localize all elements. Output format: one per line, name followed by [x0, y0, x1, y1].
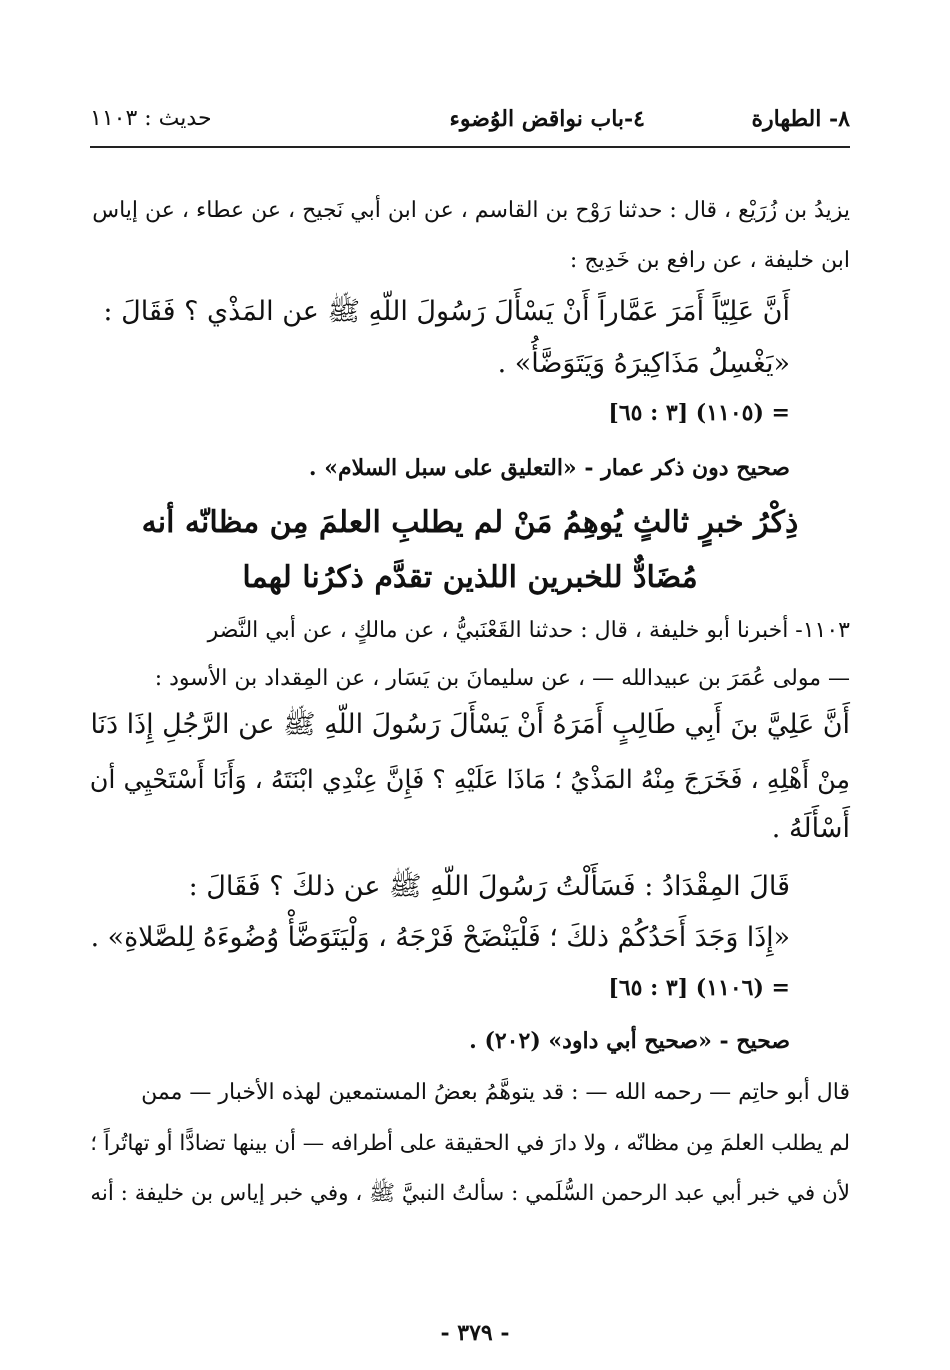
commentary-line: قال أبو حاتِم — رحمه الله — : قد يتوهَّمُ بعضُ المستمعين لهذه الأخبار — ممن — [141, 1080, 850, 1105]
hadith-text-line: قَالَ المِقْدَادُ : فَسَأَلْتُ رَسُولَ اللّهِ ﷺ عن ذلكَ ؟ فَقَالَ : — [188, 871, 790, 902]
commentary-line: لأن في خبر أبي عبد الرحمن السُّلَمي : سألتُ النبيَّ ﷺ ، وفي خبر إياس بن خليفة : أنه — [90, 1181, 850, 1206]
hadith-text-line: أَنَّ عَلِيّاً أَمَرَ عَمَّاراً أَنْ يَسْأَلَ رَسُولَ اللّهِ ﷺ عن المَذْي ؟ فَقَالَ : — [103, 296, 790, 327]
commentary-line: لم يطلب العلمَ مِن مظانّه ، ولا دارَ في الحقيقة على أطرافه — أن بينها تضادًّا أو تهاتُراً ؛ — [90, 1131, 850, 1156]
hadith-text-line: أَنَّ عَلِيَّ بنَ أَبِي طَالِبٍ أَمَرَهُ أَنْ يَسْأَلَ رَسُولَ اللّهِ ﷺ عن الرَّجُلِ إِذَا دَنَا — [90, 709, 850, 740]
chapter-heading-line-2: مُضَادٌّ للخبرين اللذين تقدَّم ذكرُنا لهما — [242, 560, 698, 595]
header-hadith-ref: حديث : ١١٠٣ — [90, 106, 212, 131]
hadith-text-line: «إِذَا وَجَدَ أَحَدُكُمْ ذلكَ ؛ فَلْيَنْضَحْ فَرْجَهُ ، وَلْيَتَوَضَّأْ وُضُوءَهُ لِلصَّلاةِ» . — [90, 922, 790, 953]
header-chapter: ٤-باب نواقض الوُضوء — [449, 106, 645, 132]
reference-line: = (١١٠٥) [٣ : ٦٥] — [608, 400, 790, 426]
text-line: ١١٠٣- أخبرنا أبو خليفة ، قال : حدثنا القَعْنَبيُّ ، عن مالكٍ ، عن أبي النَّضر — [207, 618, 850, 643]
text-line: ابن خليفة ، عن رافع بن خَدِيج : — [569, 248, 850, 273]
reference-line: = (١١٠٦) [٣ : ٦٥] — [608, 975, 790, 1001]
header-section: ٨- الطهارة — [751, 106, 850, 132]
page-number: - ٣٧٩ - — [440, 1320, 510, 1346]
hadith-text-line: أَسْأَلَهُ . — [771, 813, 850, 844]
hadith-text-line: مِنْ أَهْلِهِ ، فَخَرَجَ مِنْهُ المَذْيُ ؛ مَاذَا عَلَيْهِ ؟ فَإِنَّ عِنْدِي ابْنَتَهُ ، وَأَنَا أَسْتَحْيِي أن — [89, 764, 850, 794]
running-header — [90, 100, 850, 140]
header-rule — [90, 146, 850, 148]
hadith-text-line: «يَغْسِلُ مَذَاكِيرَهُ وَيَتَوَضَّأُ» . — [497, 348, 790, 379]
chapter-heading-line-1: ذِكْرُ خبرٍ ثالثٍ يُوهِمُ مَنْ لم يطلبِ العلمَ مِن مظانّه أنه — [141, 505, 799, 540]
grading-line: صحيح - «صحيح أبي داود» (٢٠٢) . — [469, 1028, 790, 1054]
text-line: — مولى عُمَرَ بن عبيدالله — ، عن سليمانَ بن يَسَار ، عن المِقداد بن الأسود : — [154, 666, 850, 691]
grading-line: صحيح دون ذكر عمار - «التعليق على سبل السلام» . — [308, 455, 790, 481]
text-line: يزيدُ بن زُرَيْع ، قال : حدثنا رَوْح بن القاسم ، عن ابن أبي نَجيح ، عن عطاء ، عن إياس — [92, 198, 850, 223]
